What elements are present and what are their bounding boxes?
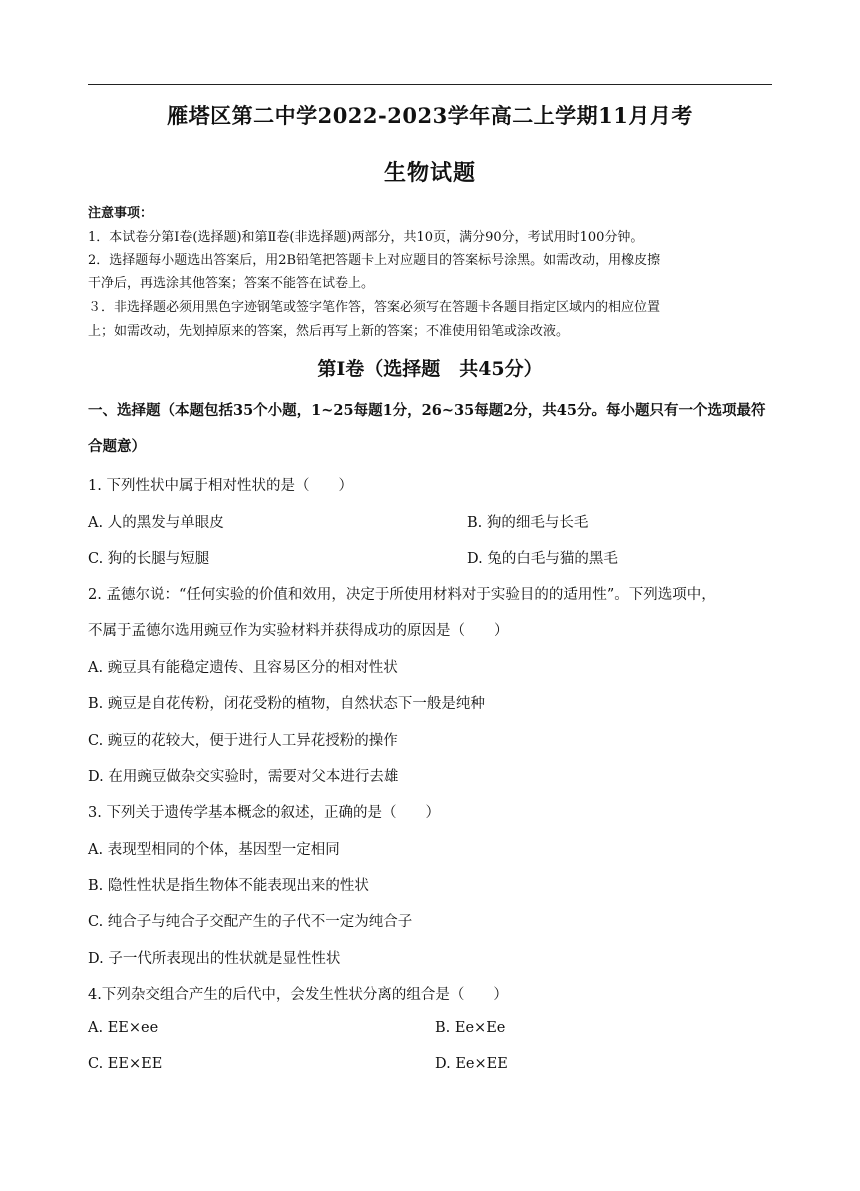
notice-item-2: 2．选择题每小题选出答案后，用2B铅笔把答题卡上对应题目的答案标号涂黑。如需改动，用橡皮擦 bbox=[88, 253, 661, 268]
part-instructions: 一、选择题（本题包括35个小题，1~25每题1分，26~35每题2分，共45分。每小题只有一个选项最符合题意） bbox=[88, 402, 766, 455]
question-2-option-a: A. 豌豆具有能稳定遗传、且容易区分的相对性状 bbox=[88, 660, 398, 676]
question-4-option-c: C. EE×EE bbox=[88, 1056, 163, 1072]
question-4-option-b: B. Ee×Ee bbox=[435, 1020, 506, 1036]
header-rule bbox=[88, 84, 772, 85]
exam-subtitle: 生物试题 bbox=[383, 160, 476, 186]
question-1-option-a: A. 人的黑发与单眼皮 bbox=[88, 515, 224, 531]
question-1-stem: 1. 下列性状中属于相对性状的是（ ） bbox=[88, 478, 353, 494]
notice-item-2-cont: 干净后，再选涂其他答案；答案不能答在试卷上。 bbox=[88, 276, 375, 291]
question-2-option-b: B. 豌豆是自花传粉，闭花受粉的植物，自然状态下一般是纯种 bbox=[88, 696, 485, 712]
question-1-option-d: D. 兔的白毛与猫的黑毛 bbox=[467, 551, 618, 567]
question-4-stem: 4.下列杂交组合产生的后代中，会发生性状分离的组合是（ ） bbox=[88, 987, 508, 1003]
notice-item-1: 1．本试卷分第Ⅰ卷(选择题)和第Ⅱ卷(非选择题)两部分，共10页，满分90分，考试用时100分钟。 bbox=[88, 230, 644, 245]
question-3-option-a: A. 表现型相同的个体，基因型一定相同 bbox=[88, 842, 340, 858]
question-4-option-d: D. Ee×EE bbox=[435, 1056, 508, 1072]
question-3-option-b: B. 隐性性状是指生物体不能表现出来的性状 bbox=[88, 878, 369, 894]
question-1-option-b: B. 狗的细毛与长毛 bbox=[467, 515, 589, 531]
notice-heading: 注意事项： bbox=[88, 206, 154, 221]
exam-title: 雁塔区第二中学2022-2023学年高二上学期11月月考 bbox=[167, 103, 693, 128]
question-1-option-c: C. 狗的长腿与短腿 bbox=[88, 551, 210, 567]
question-3-option-d: D. 子一代所表现出的性状就是显性性状 bbox=[88, 951, 341, 967]
question-2-option-c: C. 豌豆的花较大，便于进行人工异花授粉的操作 bbox=[88, 733, 398, 749]
notice-item-3: ３．非选择题必须用黑色字迹钢笔或签字笔作答，答案必须写在答题卡各题目指定区域内的相应位置 bbox=[88, 300, 661, 315]
section-title: 第Ⅰ卷（选择题 共45分） bbox=[317, 358, 543, 380]
notice-item-3-cont: 上；如需改动，先划掉原来的答案，然后再写上新的答案；不准使用铅笔或涂改液。 bbox=[88, 324, 570, 339]
question-2-stem-cont: 不属于孟德尔选用豌豆作为实验材料并获得成功的原因是（ ） bbox=[88, 623, 509, 639]
question-2-option-d: D. 在用豌豆做杂交实验时，需要对父本进行去雄 bbox=[88, 769, 399, 785]
question-2-stem: 2. 孟德尔说：“任何实验的价值和效用，决定于所使用材料对于实验目的的适用性”。下列选项中， bbox=[88, 587, 716, 603]
question-3-option-c: C. 纯合子与纯合子交配产生的子代不一定为纯合子 bbox=[88, 914, 413, 930]
question-4-option-a: A. EE×ee bbox=[88, 1020, 159, 1036]
question-3-stem: 3. 下列关于遗传学基本概念的叙述，正确的是（ ） bbox=[88, 805, 440, 821]
